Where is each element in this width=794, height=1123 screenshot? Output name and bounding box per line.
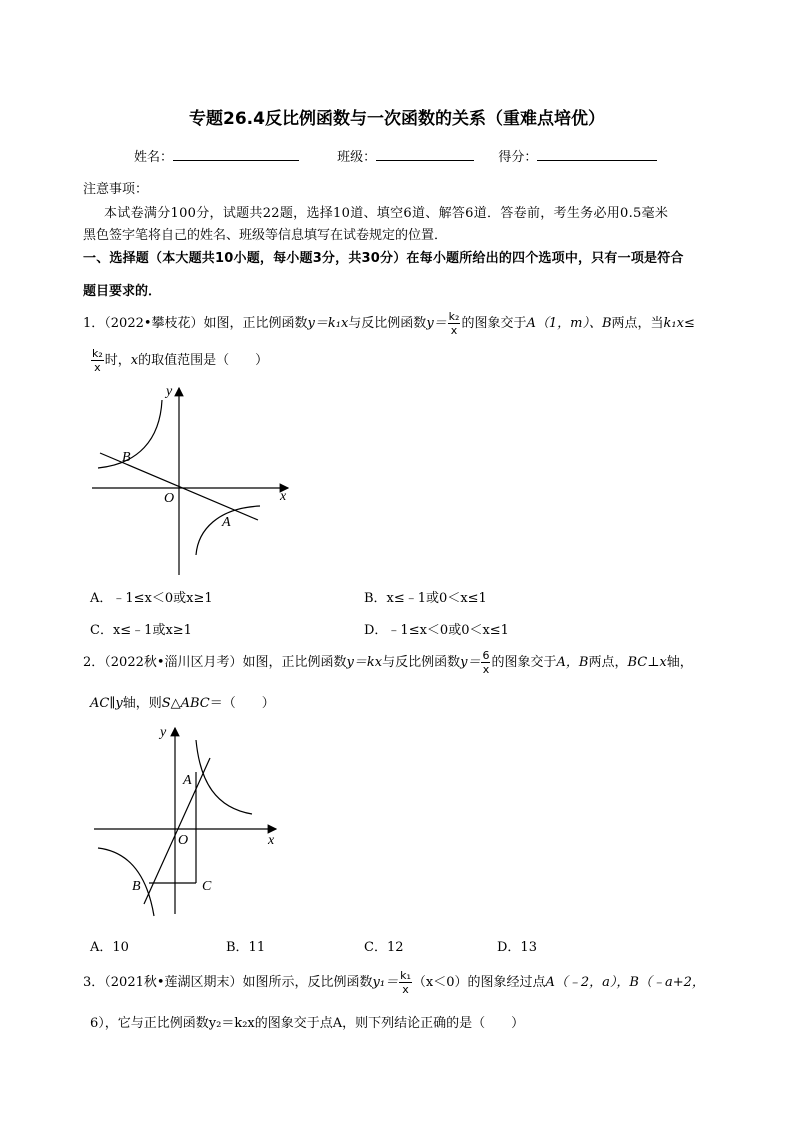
linear-function-line: [144, 758, 210, 904]
frac-denominator: x: [482, 663, 490, 676]
q1-text: 的图象交于: [461, 316, 527, 331]
hyperbola-branch-lower-right: [196, 506, 260, 555]
frac-denominator: x: [450, 324, 458, 337]
student-info-row: [134, 146, 657, 165]
q2-text: 轴，则: [122, 696, 162, 711]
q2-inverse-func: y＝: [460, 655, 481, 670]
q1-text: 时，: [104, 353, 131, 368]
q1-option-a[interactable]: A．﹣1≤x＜0或x≥1: [90, 591, 213, 606]
notes-line-1: 本试卷满分100分，试题共22题，选择10道、填空6道、解答6道．答卷前，考生务必用0.5毫米: [104, 206, 669, 221]
class-blank[interactable]: [376, 148, 474, 161]
q2-option-c[interactable]: C．12: [364, 940, 404, 955]
q1-inequality: k₁x≤: [663, 316, 695, 331]
score-label: 得分：: [498, 150, 538, 165]
point-a-label: A: [222, 515, 231, 530]
notes-line-2: 黑色签字笔将自己的姓名、班级等信息填写在试卷规定的位置．: [83, 228, 448, 243]
origin-label: O: [164, 491, 175, 506]
score-blank[interactable]: [537, 148, 657, 161]
q2-text: 与反比例函数: [382, 655, 461, 670]
q2-fraction: [481, 650, 490, 675]
frac-denominator: x: [402, 983, 409, 996]
name-blank[interactable]: [173, 148, 299, 161]
q2-text: 的图象交于: [491, 655, 557, 670]
x-axis-label: x: [280, 489, 287, 504]
q2-text: 2．（2022秋•淄川区月考）如图，正比例函数: [83, 655, 347, 670]
y-axis-label: y: [166, 384, 173, 399]
frac-denominator: x: [94, 361, 101, 374]
q1-option-b[interactable]: B．x≤﹣1或0＜x≤1: [364, 591, 487, 606]
q2-linear-func: y＝kx: [346, 655, 383, 670]
q2-text: 轴，: [666, 655, 693, 670]
class-label: 班级：: [337, 150, 377, 165]
page-title: 专题26.4反比例函数与一次函数的关系（重难点培优）: [189, 109, 605, 129]
frac-numerator: k₂: [92, 347, 103, 360]
frac-numerator: k₂: [448, 310, 460, 323]
q1-points: A（1，m）、B: [526, 316, 612, 331]
frac-numerator: 6: [482, 649, 490, 662]
q1-fraction: [448, 311, 461, 336]
q1-text: 的取值范围是（ ）: [138, 353, 269, 368]
point-c-label: C: [202, 879, 212, 894]
notes-heading: 注意事项：: [83, 182, 149, 197]
q1-variable: x: [130, 353, 139, 368]
origin-label: O: [178, 833, 189, 848]
q1-option-c[interactable]: C．x≤﹣1或x≥1: [90, 623, 192, 638]
q1-stem-line-1: [83, 311, 695, 336]
q2-area-symbol: S△ABC: [161, 696, 210, 711]
q1-stem-line-2: [90, 348, 268, 373]
point-a-label: A: [183, 773, 192, 788]
section-heading-line-1: 一、选择题（本大题共10小题，每小题3分，共30分）在每小题所给出的四个选项中，只有一项是符合: [83, 251, 684, 266]
q1-text: 两点，当: [611, 316, 664, 331]
q1-option-d[interactable]: D．﹣1≤x＜0或0＜x≤1: [364, 623, 509, 638]
q3-fraction: [399, 970, 412, 995]
q2-text: 两点，: [588, 655, 628, 670]
frac-numerator: k₁: [400, 969, 411, 982]
q2-points: A，B: [556, 655, 589, 670]
q1-text: 与反比例函数: [348, 316, 427, 331]
q2-condition: AC∥y: [90, 696, 123, 711]
q2-text: ＝（ ）: [209, 696, 275, 711]
q1-inverse-func: y＝: [426, 316, 447, 331]
q2-option-a[interactable]: A．10: [90, 940, 129, 955]
q3-text: （x＜0）的图象经过点: [412, 975, 546, 990]
section-heading-line-2: 题目要求的．: [83, 284, 162, 299]
q1-text: 1．（2022•攀枝花）如图，正比例函数: [83, 316, 308, 331]
q2-stem-line-2: [90, 692, 275, 711]
point-b-label: B: [122, 450, 131, 465]
q2-condition: BC⊥x: [627, 655, 667, 670]
y-axis-label: y: [160, 725, 167, 740]
q2-option-d[interactable]: D．13: [497, 940, 537, 955]
q2-stem-line-1: [83, 650, 693, 675]
q2-figure: [88, 720, 288, 920]
q3-stem-line-2: 6），它与正比例函数y₂＝k₂x的图象交于点A，则下列结论正确的是（ ）: [90, 1016, 525, 1031]
q2-option-b[interactable]: B．11: [226, 940, 266, 955]
hyperbola-branch-lower-left: [98, 848, 154, 916]
q1-fraction-2: [91, 348, 104, 373]
q3-points: A（﹣2，a），B（﹣a+2，: [545, 975, 705, 990]
hyperbola-branch-upper-right: [196, 740, 252, 814]
x-axis-label: x: [268, 833, 275, 848]
q1-figure: [88, 380, 298, 580]
point-b-label: B: [132, 879, 141, 894]
q3-stem-line-1: [83, 970, 705, 995]
q3-inverse-func: y₁＝: [372, 975, 399, 990]
q1-linear-func: y＝k₁x: [307, 316, 349, 331]
q3-text: 3．（2021秋•莲湖区期末）如图所示，反比例函数: [83, 975, 373, 990]
name-label: 姓名：: [134, 150, 174, 165]
